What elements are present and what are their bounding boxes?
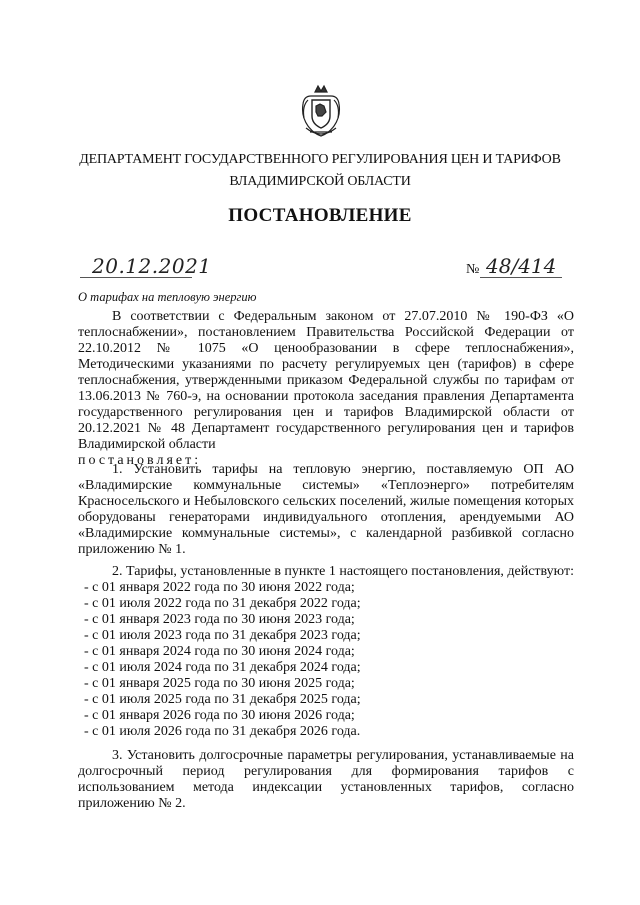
item-2-intro: 2. Тарифы, установленные в пункте 1 настоящего постановления, действуют: (112, 564, 574, 579)
item-1-section (78, 462, 574, 558)
item-3-section (78, 748, 574, 812)
number-label: № (466, 262, 480, 277)
list-item: - с 01 января 2023 года по 30 июня 2023 года; (84, 612, 355, 627)
list-item: - с 01 июля 2026 года по 31 декабря 2026 года. (84, 724, 361, 739)
department-region: ВЛАДИМИРСКОЙ ОБЛАСТИ (229, 174, 411, 189)
list-item: - с 01 июля 2023 года по 31 декабря 2023 года; (84, 628, 361, 643)
preamble-section (78, 309, 574, 469)
list-item: - с 01 января 2026 года по 30 июня 2026 года; (84, 708, 355, 723)
list-item: - с 01 января 2024 года по 30 июня 2024 года; (84, 644, 355, 659)
item-1-paragraph: 1. Установить тарифы на тепловую энергию, поставляемую ОП АО «Владимирские коммунальные системы» «Теплоэнерго» потребителям Красносельского и Небыловского сельских поселений, жилые помещения которых оборудованы генераторами индивидуального отопления, арендуемыми АО «Владимирские коммунальные системы», с календарной разбивкой согласно приложению № 1. (78, 462, 574, 557)
document-date: 20.12.2021 (92, 254, 212, 278)
document-type-title: ПОСТАНОВЛЕНИЕ (228, 205, 412, 226)
list-item: - с 01 июля 2025 года по 31 декабря 2025 года; (84, 692, 361, 707)
item-3-paragraph: 3. Установить долгосрочные параметры регулирования, устанавливаемые на долгосрочный период регулирования для формирования тарифов с использованием метода индексации установленных тарифов, согласно приложению № 2. (78, 748, 574, 811)
resolves-line: постановляет: (78, 453, 202, 468)
list-item: - с 01 июля 2022 года по 31 декабря 2022 года; (84, 596, 361, 611)
list-item: - с 01 января 2022 года по 30 июня 2022 года; (84, 580, 355, 595)
number-underline (480, 277, 562, 278)
validity-periods-list (78, 580, 574, 740)
list-item: - с 01 июля 2024 года по 31 декабря 2024 года; (84, 660, 361, 675)
date-underline (80, 277, 192, 278)
document-subject: О тарифах на тепловую энергию (78, 290, 257, 304)
list-item: - с 01 января 2025 года по 30 июня 2025 года; (84, 676, 355, 691)
department-name: ДЕПАРТАМЕНТ ГОСУДАРСТВЕННОГО РЕГУЛИРОВАНИЯ ЦЕН И ТАРИФОВ (79, 152, 561, 167)
document-number: 48/414 (486, 254, 557, 278)
item-2-section (78, 564, 574, 740)
coat-of-arms-icon (298, 82, 344, 138)
preamble-paragraph: В соответствии с Федеральным законом от 27.07.2010 № 190-ФЗ «О теплоснабжении», постановлением Правительства Российской Федерации от 22.10.2012 № 1075 «О ценообразовании в сфере теплоснабжения», Методическими указаниями по расчету регулируемых цен (тарифов) в сфере теплоснабжения, утвержденными приказом Федеральной службы по тарифам от 13.06.2013 № 760-э, на основании протокола заседания правления Департамента государственного регулирования цен и тарифов Владимирской области от 20.12.2021 № 48 Департамент государственного регулирования цен и тарифов Владимирской области (78, 309, 574, 452)
